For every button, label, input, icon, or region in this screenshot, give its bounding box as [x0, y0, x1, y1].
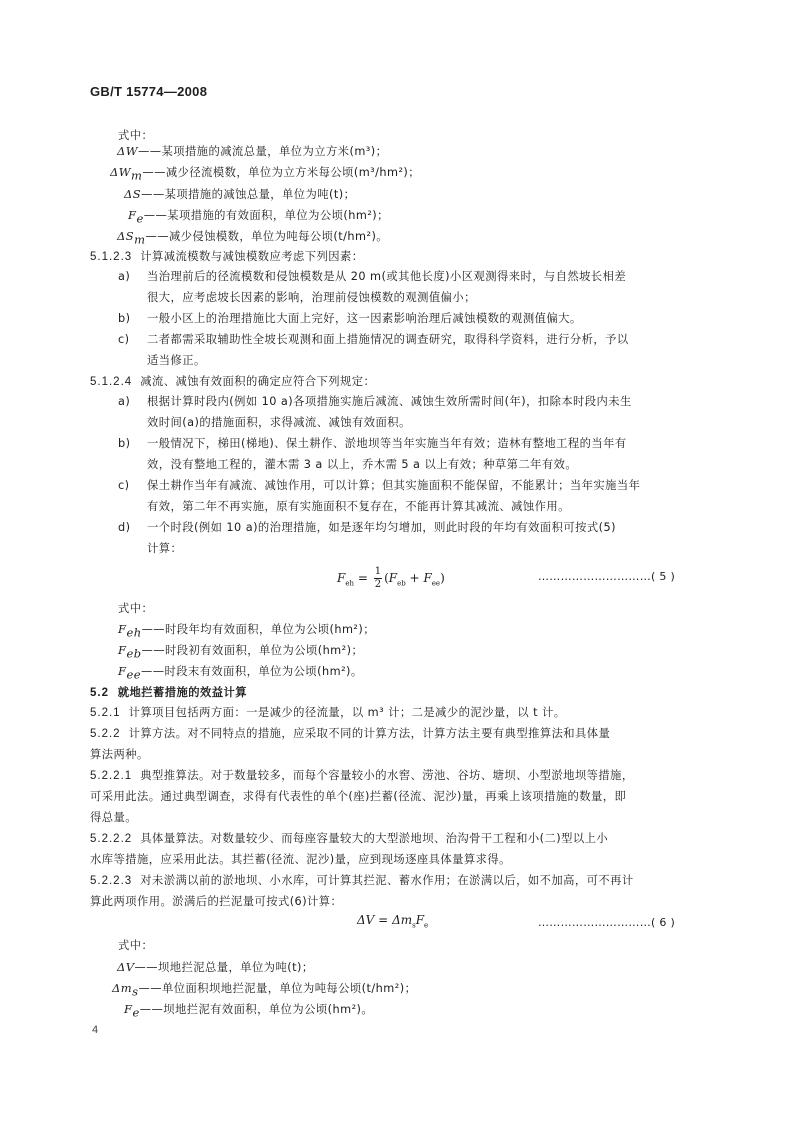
formula-6-leader: …………………………( 6 )	[538, 916, 676, 929]
list-text: 一个时段(例如 10 a)的治理措施，如是逐年均匀增加，则此时段的年均有效面积可按式(5)	[147, 521, 616, 534]
where-intro: 式中：	[118, 602, 154, 615]
def-fee: $F_{ee}——$时段末有效面积，单位为公顷(hm²)。	[118, 664, 363, 682]
list-text: 适当修正。	[147, 354, 206, 367]
def-dms: $\Delta m_s——$单位面积坝地拦泥量，单位为吨每公顷(t/hm²)；	[112, 981, 417, 999]
list-text: 当治理前后的径流模数和侵蚀模数是从 20 m(或其他长度)小区观测得来时，与自然坡长相差	[147, 270, 627, 283]
where-intro: 式中：	[118, 939, 154, 952]
list-text: 计算：	[147, 542, 183, 555]
clause-text: 可采用此法。通过典型调查，求得有代表性的单个(座)拦蓄(径流、泥沙)量，再乘上该项措施的数量，即	[90, 790, 627, 803]
list-label: d)	[118, 521, 131, 534]
clause-5-2-2-2: 5.2.2.2 具体量算法。对数量较少、而每座容量较大的大型淤地坝、治沟骨干工程和小(二)型以上小	[90, 832, 609, 845]
list-label: c)	[118, 479, 130, 492]
list-text: 一般情况下，梯田(梯地)、保土耕作、淤地坝等当年实施当年有效；造林有整地工程的当年有	[147, 437, 627, 450]
clause-5-1-2-4: 5.1.2.4 减流、减蚀有效面积的确定应符合下列规定：	[90, 375, 376, 388]
def-dv: ΔV——坝地拦泥总量，单位为吨(t)；	[117, 960, 314, 974]
list-text: 效时间(a)的措施面积，求得减流、减蚀有效面积。	[147, 416, 411, 429]
clause-text: 水库等措施，应采用此法。其拦蓄(径流、泥沙)量，应到现场逐座具体量算求得。	[90, 853, 511, 866]
clause-text: 得总量。	[90, 811, 137, 824]
def-fe: $F_e——$某项措施的有效面积，单位为公顷(hm²)；	[128, 208, 389, 226]
formula-6: $\Delta V = \Delta m_sF_e$	[357, 913, 429, 930]
fraction: $\frac{1}{2}$	[374, 566, 382, 590]
list-text: 一般小区上的治理措施比大面上完好，这一因素影响治理后减蚀模数的观测值偏大。	[147, 312, 582, 325]
list-text: 很大，应考虑坡长因素的影响，治理前侵蚀模数的观测值偏小；	[147, 291, 476, 304]
def-ds: ΔS——某项措施的减蚀总量，单位为吨(t)；	[124, 187, 356, 201]
formula-5-leader: …………………………( 5 )	[538, 570, 676, 583]
clause-text: 算此两项作用。淤满后的拦泥量可按式(6)计算：	[90, 895, 343, 908]
list-label: a)	[118, 270, 131, 283]
def-feb: $F_{eb}——$时段初有效面积，单位为公顷(hm²)；	[118, 643, 364, 661]
def-fe-dam: $F_e——$坝地拦泥有效面积，单位为公顷(hm²)。	[124, 1002, 374, 1020]
page-number: 4	[92, 1024, 99, 1036]
list-label: a)	[118, 395, 131, 408]
clause-5-2-1: 5.2.1 计算项目包括两方面：一是减少的径流量，以 m³ 计；二是减少的泥沙量，以 t 计。	[90, 706, 566, 719]
def-dwm: $\Delta W_m——$减少径流模数，单位为立方米每公顷(m³/hm²)；	[110, 165, 421, 183]
list-text: 保土耕作当年有减流、减蚀作用，可以计算；但其实施面积不能保留，不能累计；当年实施当年	[147, 479, 641, 492]
list-text: 有效，第二年不再实施，原有实施面积不复存在，不能再计算其减流、减蚀作用。	[147, 500, 570, 513]
clause-5-2-2: 5.2.2 计算方法。对不同特点的措施，应采取不同的计算方法，计算方法主要有典型推算法和具体量	[90, 727, 611, 740]
list-text: 根据计算时段内(例如 10 a)各项措施实施后减流、减蚀生效所需时间(年)，扣除本时段内未生	[147, 395, 632, 408]
clause-text: 算法两种。	[90, 748, 149, 761]
list-text: 二者都需采取辅助性全坡长观测和面上措施情况的调查研究，取得科学资料，进行分析，予以	[147, 333, 629, 346]
clause-5-2-2-3: 5.2.2.3 对未淤满以前的淤地坝、小水库，可计算其拦泥、蓄水作用；在淤满以后，如不加高，可不再计	[90, 874, 634, 887]
formula-5: $F_{eh}$ = $\frac{1}{2}$ $(F_{eb} + F_{ee})$	[337, 566, 445, 590]
list-label: c)	[118, 333, 130, 346]
def-feh: $F_{eh}——$时段年均有效面积，单位为公顷(hm²)；	[118, 622, 376, 640]
where-intro: 式中：	[118, 129, 154, 142]
list-text: 效，没有整地工程的，灌木需 3 a 以上，乔木需 5 a 以上有效；种草第二年有效。	[147, 458, 578, 471]
def-dsm: $\Delta S_m——$减少侵蚀模数，单位为吨每公顷(t/hm²)。	[117, 229, 389, 247]
clause-5-1-2-3: 5.1.2.3 计算减流模数与减蚀模数应考虑下列因素：	[90, 250, 364, 263]
def-dw: ΔW——某项措施的减流总量，单位为立方米(m³)；	[117, 144, 388, 158]
list-label: b)	[118, 437, 131, 450]
list-label: b)	[118, 312, 131, 325]
standard-number: GB/T 15774—2008	[90, 84, 208, 99]
clause-5-2-2-1: 5.2.2.1 典型推算法。对于数量较多，而每个容量较小的水窖、涝池、谷坊、塘坝、小型淤地坝等措施，	[90, 769, 634, 782]
section-5-2-heading: 5.2 就地拦蓄措施的效益计算	[90, 686, 247, 699]
